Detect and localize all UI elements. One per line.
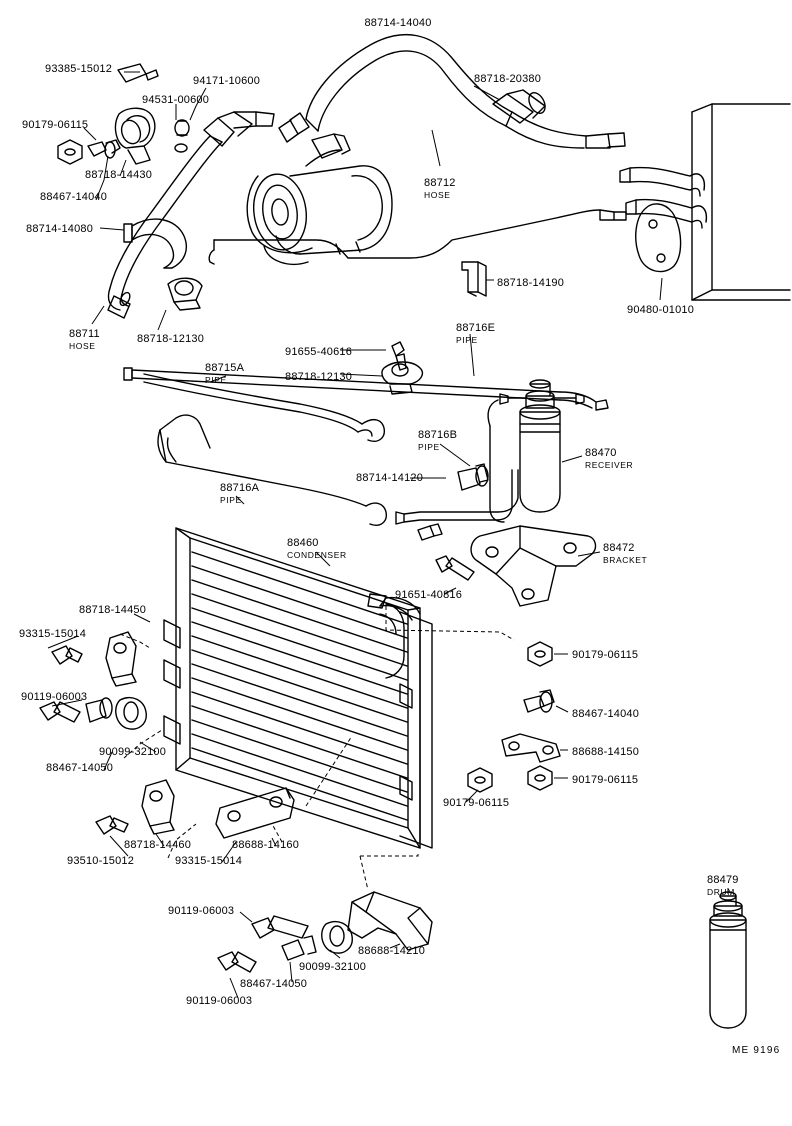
part-number: 88714-14120 xyxy=(356,472,424,484)
part-number: 88470 xyxy=(585,447,617,459)
part-number: 91651-40816 xyxy=(395,589,463,601)
part-label-93510-15012 xyxy=(67,856,134,867)
part-number: 88688-14210 xyxy=(358,945,426,957)
part-number: 88718-14450 xyxy=(79,604,147,616)
part-name: PIPE xyxy=(418,442,440,452)
part-label-91655-40616 xyxy=(285,347,352,358)
part-name: BRACKET xyxy=(603,555,648,565)
part-number: 88716E xyxy=(456,322,496,334)
part-name: PIPE xyxy=(456,335,478,345)
part-number: 94531-00600 xyxy=(142,94,210,106)
part-number: 88718-20380 xyxy=(474,73,542,85)
part-number: 88718-14460 xyxy=(124,839,192,851)
part-label-88716b xyxy=(418,430,457,452)
part-label-88479 xyxy=(707,875,739,897)
part-label-90179-06115 xyxy=(572,775,638,786)
part-label-90179-06115 xyxy=(22,120,88,131)
part-label-90179-06115 xyxy=(443,798,509,809)
part-label-88714-14080 xyxy=(26,224,93,235)
part-number: 88688-14160 xyxy=(232,839,300,851)
part-label-88688-14210 xyxy=(358,946,425,957)
part-label-88718-14190 xyxy=(497,278,564,289)
part-label-88718-12130 xyxy=(137,334,204,345)
part-number: 88472 xyxy=(603,542,635,554)
part-name: RECEIVER xyxy=(585,460,634,470)
part-label-93315-15014 xyxy=(19,629,86,640)
part-name: PIPE xyxy=(220,495,242,505)
part-number: 90179-06115 xyxy=(572,649,639,661)
part-label-88467-14040 xyxy=(572,709,639,720)
part-number: 88714-14080 xyxy=(26,223,94,235)
part-number: 93385-15012 xyxy=(45,63,113,75)
part-label-88472 xyxy=(603,543,647,565)
part-number: 93315-15014 xyxy=(19,628,87,640)
part-label-88718-14430 xyxy=(85,170,152,181)
part-label-88718-12130 xyxy=(285,372,352,383)
part-label-88467-14050 xyxy=(46,763,113,774)
part-number: 88715A xyxy=(205,362,245,374)
part-name: HOSE xyxy=(424,190,451,200)
part-label-93385-15012 xyxy=(45,64,112,75)
part-number: 88711 xyxy=(69,328,100,340)
part-number: 88716B xyxy=(418,429,458,441)
part-number: 88479 xyxy=(707,874,739,886)
part-number: 90099-32100 xyxy=(99,746,167,758)
part-label-90099-32100 xyxy=(299,962,366,973)
part-label-90179-06115 xyxy=(572,650,638,661)
part-number: 90119-06003 xyxy=(168,905,235,917)
part-number: 90179-06115 xyxy=(22,119,89,131)
part-number: 88460 xyxy=(287,537,319,549)
part-number: 93510-15012 xyxy=(67,855,135,867)
part-label-88712 xyxy=(424,178,456,200)
part-number: 90179-06115 xyxy=(443,797,510,809)
part-label-90119-06003 xyxy=(186,996,252,1007)
part-label-91651-40816 xyxy=(395,590,462,601)
part-number: 88467-14050 xyxy=(46,762,114,774)
part-label-90099-32100 xyxy=(99,747,166,758)
part-number: 88718-14430 xyxy=(85,169,153,181)
part-label-88718-14460 xyxy=(124,840,191,851)
part-number: 91655-40616 xyxy=(285,346,353,358)
part-label-90480-01010 xyxy=(627,305,694,316)
part-name: HOSE xyxy=(69,341,96,351)
part-number: 88688-14150 xyxy=(572,746,640,758)
part-label-88467-14040 xyxy=(40,192,107,203)
part-number: 90179-06115 xyxy=(572,774,639,786)
part-number: 90480-01010 xyxy=(627,304,695,316)
part-number: 88716A xyxy=(220,482,260,494)
diagram-footer-code: ME 9196 xyxy=(732,1045,781,1056)
part-number: 88467-14040 xyxy=(40,191,108,203)
part-label-88688-14150 xyxy=(572,747,639,758)
part-label-94171-10600 xyxy=(193,76,260,87)
part-label-88718-14450 xyxy=(79,605,146,616)
part-number: 90119-06003 xyxy=(186,995,253,1007)
part-name: CONDENSER xyxy=(287,550,347,560)
part-label-88711 xyxy=(69,329,100,351)
part-number: 88718-12130 xyxy=(285,371,353,383)
part-label-93315-15014 xyxy=(175,856,242,867)
part-label-88467-14050 xyxy=(240,979,307,990)
part-number: 88718-14190 xyxy=(497,277,565,289)
part-label-88718-20380 xyxy=(474,74,541,85)
part-label-90119-06003 xyxy=(168,906,234,917)
part-number: 88467-14040 xyxy=(572,708,640,720)
part-name: PIPE xyxy=(205,375,227,385)
part-label-88460 xyxy=(287,538,347,560)
part-label-88716e xyxy=(456,323,495,345)
part-number: 93315-15014 xyxy=(175,855,243,867)
part-number: 88467-14050 xyxy=(240,978,308,990)
part-label-88470 xyxy=(585,448,633,470)
part-number: 88712 xyxy=(424,177,456,189)
part-number: 90099-32100 xyxy=(299,961,367,973)
part-number: 88718-12130 xyxy=(137,333,205,345)
part-label-88714-14040 xyxy=(364,18,431,29)
part-name: DRUM xyxy=(707,887,735,897)
part-number: 94171-10600 xyxy=(193,75,261,87)
part-label-88714-14120 xyxy=(356,473,423,484)
part-number: 88714-14040 xyxy=(364,17,432,29)
part-label-90119-06003 xyxy=(21,692,87,703)
part-label-88688-14160 xyxy=(232,840,299,851)
part-label-94531-00600 xyxy=(142,95,209,106)
part-label-88715a xyxy=(205,363,244,385)
part-label-88716a xyxy=(220,483,259,505)
part-number: 90119-06003 xyxy=(21,691,88,703)
